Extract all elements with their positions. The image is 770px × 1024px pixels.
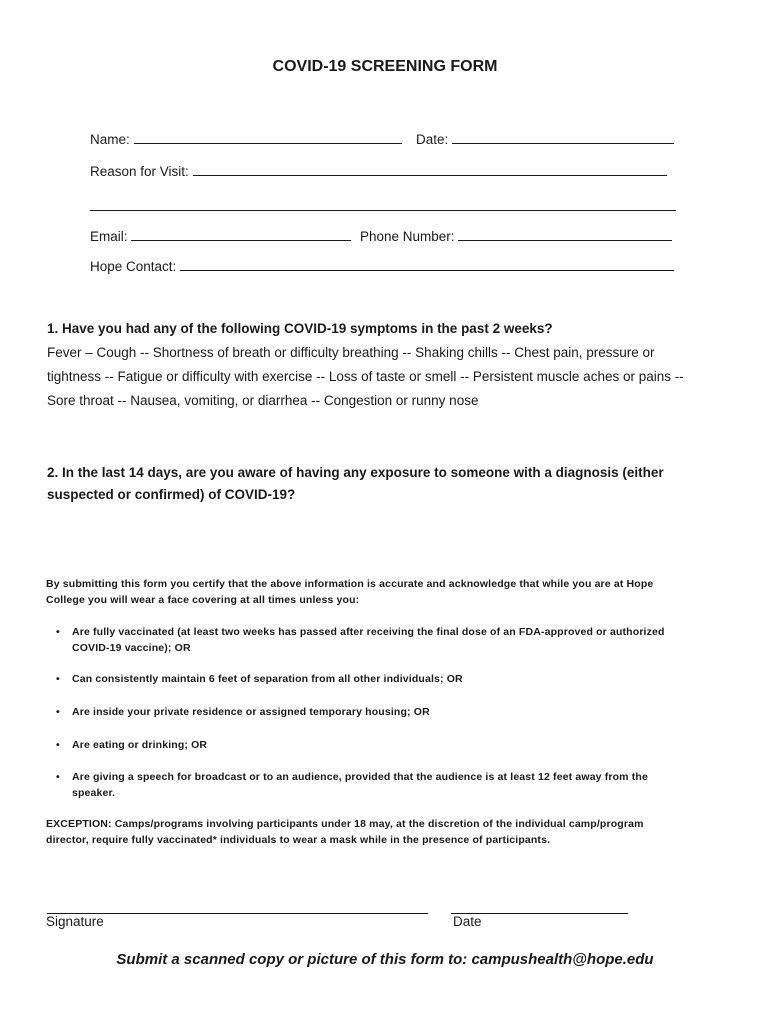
list-item: • Are fully vaccinated (at least two weeks has passed after receiving the final dose of an FDA-approved or authorized COVID-19 vaccine); OR xyxy=(56,626,665,654)
email-label: Email: xyxy=(90,229,128,244)
symptoms-line-1: Fever – Cough -- Shortness of breath or difficulty breathing -- Shaking chills -- Chest pain, pressure or xyxy=(47,345,655,360)
hope-contact-label: Hope Contact: xyxy=(90,259,177,274)
signature-label: Signature xyxy=(46,914,104,929)
signature-line[interactable] xyxy=(47,913,428,914)
bullet-icon: • xyxy=(56,706,60,718)
bullet-icon: • xyxy=(56,739,60,751)
signature-date-label: Date xyxy=(453,914,482,929)
bullet-icon: • xyxy=(56,673,60,685)
question-1-heading: 1. Have you had any of the following COVID-19 symptoms in the past 2 weeks? xyxy=(47,321,553,336)
bullet-icon: • xyxy=(56,626,60,638)
date-label: Date: xyxy=(416,132,449,147)
list-item: • Are giving a speech for broadcast or to an audience, provided that the audience is at least 12 feet away from the speaker. xyxy=(56,771,648,799)
bullet-icon: • xyxy=(56,771,60,783)
phone-label: Phone Number: xyxy=(360,229,455,244)
page-title: COVID-19 SCREENING FORM xyxy=(272,58,498,75)
certification-line-2: College you will wear a face covering at all times unless you: xyxy=(46,594,360,606)
certification-line-1: By submitting this form you certify that the above information is accurate and acknowledge that while you are at Hope xyxy=(46,578,654,590)
list-item: • Are eating or drinking; OR xyxy=(56,739,208,751)
name-label: Name: xyxy=(90,132,130,147)
submit-instructions: Submit a scanned copy or picture of this form to: campushealth@hope.edu xyxy=(116,951,654,968)
question-2-line-2: suspected or confirmed) of COVID-19? xyxy=(47,487,296,502)
symptoms-line-2: tightness -- Fatigue or difficulty with exercise -- Loss of taste or smell -- Persistent muscle aches or pains -- xyxy=(47,369,684,384)
exemption-list xyxy=(46,0,706,1024)
exception-line-1: EXCEPTION: Camps/programs involving participants under 18 may, at the discretion of the individual camp/program xyxy=(46,818,644,830)
reason-label: Reason for Visit: xyxy=(90,164,189,179)
list-item: • Are inside your private residence or assigned temporary housing; OR xyxy=(56,706,430,718)
symptoms-line-3: Sore throat -- Nausea, vomiting, or diarrhea -- Congestion or runny nose xyxy=(47,393,479,408)
exception-line-2: director, require fully vaccinated* individuals to wear a mask while in the presence of participants. xyxy=(46,834,551,846)
question-2-line-1: 2. In the last 14 days, are you aware of having any exposure to someone with a diagnosis (either xyxy=(47,465,664,480)
list-item: • Can consistently maintain 6 feet of separation from all other individuals; OR xyxy=(56,673,463,685)
